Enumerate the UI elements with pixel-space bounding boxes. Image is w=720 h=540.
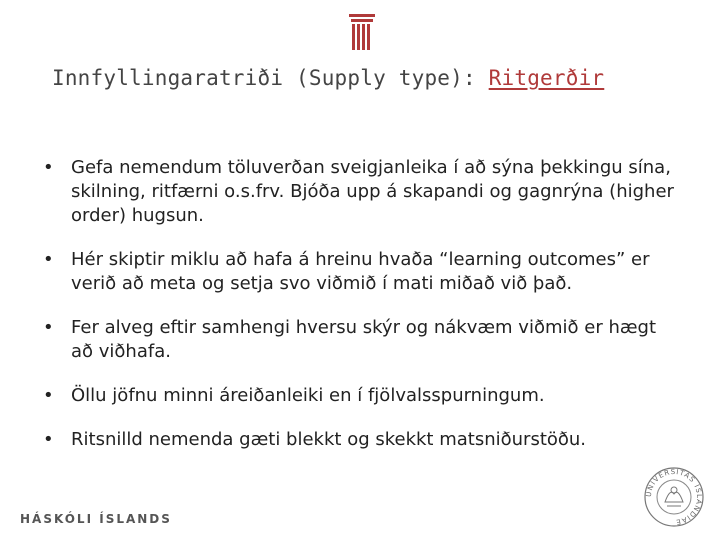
bullet-dot: • — [43, 385, 54, 406]
list-item-text: Gefa nemendum töluverðan sveigjanleika í að sýna þekkingu sína, skilning, ritfærni o.s.frv. Bjóða upp á skapandi og gagnrýna (higher order) hugsun. — [71, 157, 674, 226]
title-prefix: Innfyllingaratriði (Supply type): — [52, 66, 489, 90]
list-item-text: Ritsnilld nemenda gæti blekkt og skekkt matsniðurstöðu. — [71, 429, 587, 450]
list-item-text: Hér skiptir miklu að hafa á hreinu hvaða “learning outcomes” er verið að meta og setja svo viðmið í mati miðað við það. — [71, 249, 650, 294]
list-item — [40, 384, 680, 408]
list-item — [40, 156, 680, 228]
list-item-text: Öllu jöfnu minni áreiðanleiki en í fjölvalsspurningum. — [71, 385, 545, 406]
bullet-dot: • — [43, 429, 54, 450]
university-building-icon — [349, 14, 375, 52]
institution-name: HÁSKÓLI ÍSLANDS — [20, 512, 172, 526]
seal-text: UNIVERSITAS ISLANDIAE — [644, 467, 704, 527]
bullet-dot: • — [43, 317, 54, 338]
bullet-list — [40, 156, 680, 452]
bullet-dot: • — [43, 249, 54, 270]
list-item — [40, 316, 680, 364]
university-seal-icon — [643, 466, 705, 528]
list-item — [40, 248, 680, 296]
page-title — [52, 66, 604, 90]
bullet-dot: • — [43, 157, 54, 178]
title-highlight: Ritgerðir — [488, 66, 605, 90]
list-item — [40, 428, 680, 452]
list-item-text: Fer alveg eftir samhengi hversu skýr og nákvæm viðmið er hægt að viðhafa. — [71, 317, 657, 362]
